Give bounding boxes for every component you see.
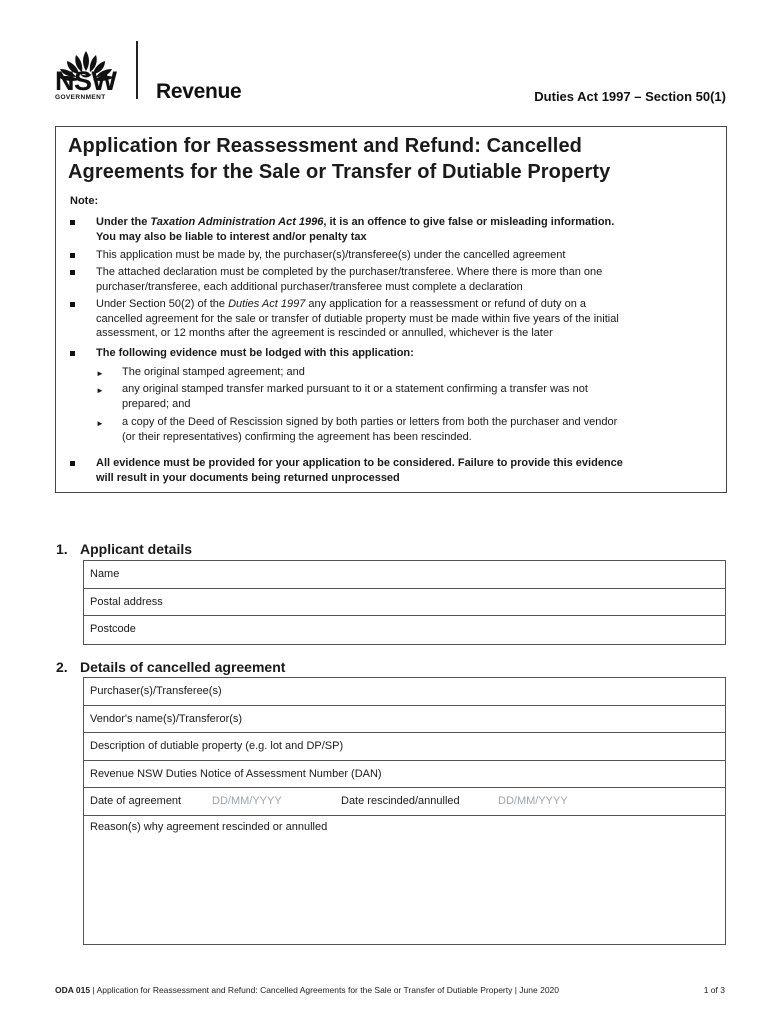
page-footer	[55, 985, 725, 995]
section-2-number: 2.	[56, 659, 68, 675]
form-title	[68, 133, 718, 185]
field-label: Revenue NSW Duties Notice of Assessment Number (DAN)	[90, 767, 382, 780]
agency-name: Revenue	[156, 80, 242, 103]
applicant-details-table	[83, 560, 726, 645]
section-1-number: 1.	[56, 541, 68, 557]
field-label: Purchaser(s)/Transferee(s)	[90, 685, 222, 697]
vendor-field[interactable]	[84, 706, 725, 734]
name-field[interactable]	[84, 561, 725, 589]
section-2-title: Details of cancelled agreement	[80, 659, 286, 675]
square-bullet-icon	[70, 351, 75, 356]
section-1-heading	[56, 541, 192, 557]
act-reference: Duties Act 1997 – Section 50(1)	[534, 89, 726, 104]
logo-nsw-text: NSW	[55, 66, 117, 96]
section-2-heading	[56, 659, 285, 675]
purchaser-field[interactable]	[84, 678, 725, 706]
form-code: ODA 015	[55, 985, 91, 995]
page-header	[0, 0, 770, 120]
postal-address-field[interactable]	[84, 589, 725, 617]
reason-field[interactable]	[84, 816, 725, 944]
page-number: 1 of 3	[703, 985, 725, 995]
triangle-bullet-icon: ►	[96, 369, 104, 378]
field-label: Postal address	[90, 595, 163, 608]
section-1-title: Applicant details	[80, 541, 193, 557]
footer-text: | Application for Reassessment and Refund: Cancelled Agreements for the Sale or Transfer of Dutiable Property | June 2020	[90, 985, 559, 995]
dates-row	[84, 788, 725, 816]
square-bullet-icon	[70, 461, 75, 466]
note-label: Note:	[70, 195, 99, 207]
triangle-bullet-icon: ►	[96, 386, 104, 395]
field-label: Postcode	[90, 623, 136, 635]
form-title-line-1: Application for Reassessment and Refund: Cancelled	[68, 135, 582, 157]
field-label: Vendor's name(s)/Transferor(s)	[90, 712, 243, 725]
form-title-line-2: Agreements for the Sale or Transfer of Dutiable Property	[68, 161, 611, 183]
date-rescinded-label: Date rescinded/annulled	[341, 795, 460, 807]
date-of-agreement-label: Date of agreement	[90, 795, 182, 807]
triangle-bullet-icon: ►	[96, 419, 104, 428]
notes-box: Application for Reassessment and Refund: Cancelled Agreements for the Sale or Transfer of Dutiable Property Note: Under the Taxation Administration Act 1996, it is an offence to give false or misleading information. You may also be liable to interest and/or penalty tax This application must be made by, the purchaser(s)/transferee(s) under the cancelled agreement The attached declaration must be completed by the purchaser/transferee. Where there is more than one purchaser/transferee, each additional purchaser/transferee must complete a declaration Under Section 50(2) of the Duties Act 1997 any application for a reassessment or refund of duty on a cancelled agreement for the sale or transfer of dutiable property must be made within five years of the initial assessment, or 12 months after the agreement is rescinded or annulled, whichever is the later The following evidence must be lodged with this application: ► The original stamped agreement; and ► any original stamped transfer marked pursuant to it or a statement confirming a transfer was not prepared; and ► a copy of the Deed of Rescission signed by both parties or letters from both the purchaser and vendor (or their representatives) confirming the agreement has been rescinded. All evidence must be provided for your application to be considered. Failure to provide this evidence will result in your documents being returned unprocessed	[55, 126, 727, 493]
field-label: Name	[90, 568, 120, 580]
square-bullet-icon	[70, 270, 75, 275]
postcode-field[interactable]	[84, 616, 725, 644]
logo-divider	[136, 41, 138, 99]
dan-field[interactable]	[84, 761, 725, 789]
date-rescinded-input[interactable]: DD/MM/YYYY	[498, 795, 568, 807]
logo-government-text: GOVERNMENT	[55, 94, 106, 101]
square-bullet-icon	[70, 302, 75, 307]
field-label: Description of dutiable property (e.g. lot and DP/SP)	[90, 740, 344, 752]
cancelled-agreement-table	[83, 677, 726, 945]
square-bullet-icon	[70, 220, 75, 225]
field-label: Reason(s) why agreement rescinded or annulled	[90, 820, 328, 833]
property-description-field[interactable]	[84, 733, 725, 761]
square-bullet-icon	[70, 253, 75, 258]
date-of-agreement-input[interactable]: DD/MM/YYYY	[212, 795, 282, 807]
